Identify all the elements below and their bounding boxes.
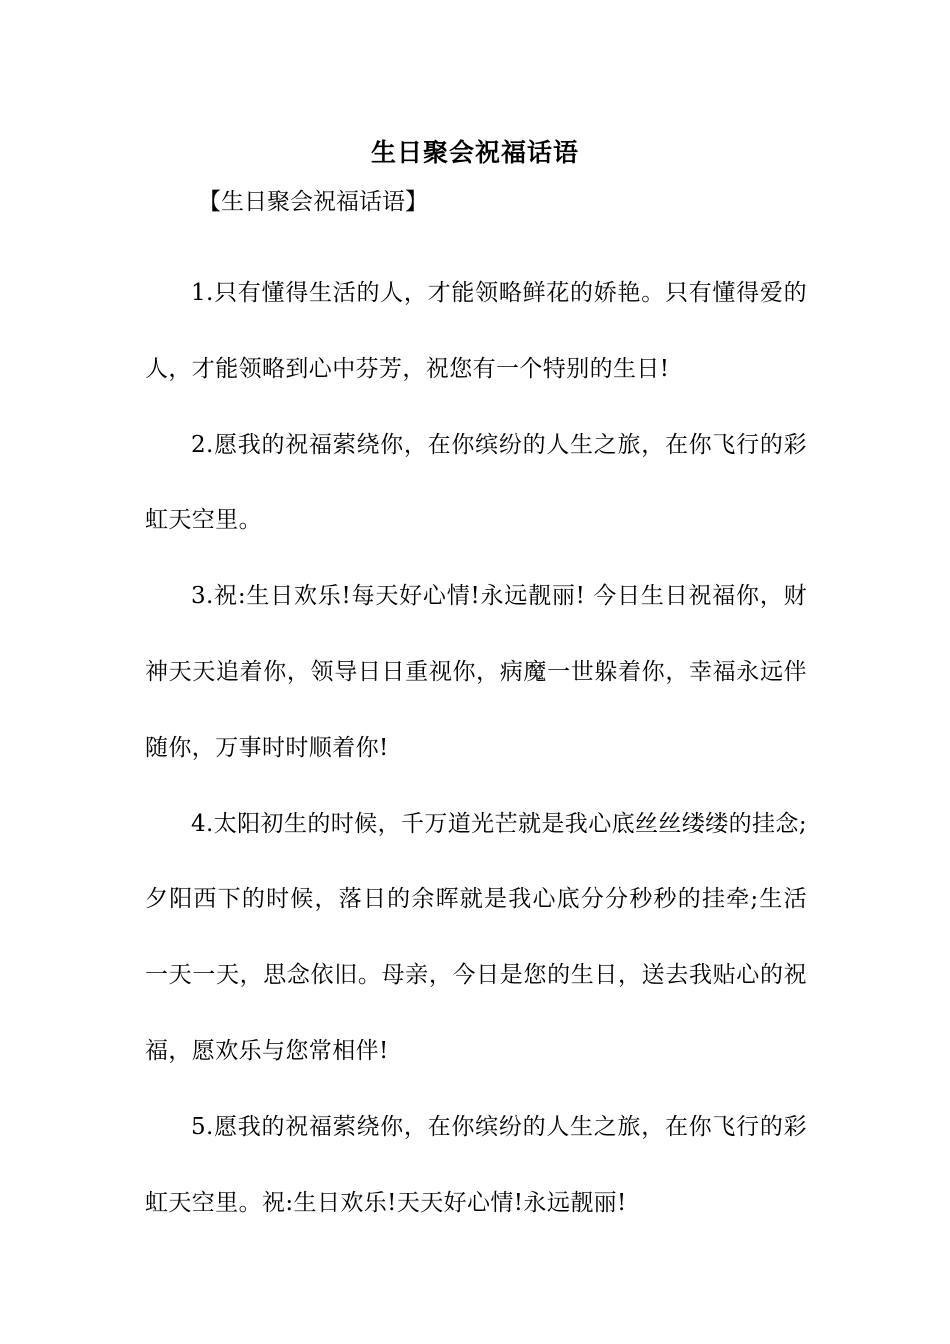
document-title: 生日聚会祝福话语 [370, 138, 579, 167]
paragraph-2: 2.愿我的祝福萦绕你，在你缤纷的人生之旅，在你飞行的彩虹天空里。 [145, 431, 807, 534]
paragraph-4: 4.太阳初生的时候，千万道光芒就是我心底丝丝缕缕的挂念;夕阳西下的时候，落日的余晖就是我心底分分秒秒的挂牵;生活一天一天，思念依旧。母亲，今日是您的生日，送去我贴心的祝福，愿欢乐与您常相伴! [145, 810, 807, 1064]
section-heading: 【生日聚会祝福话语】 [198, 189, 428, 215]
paragraph-3: 3.祝:生日欢乐!每天好心情!永远靓丽! 今日生日祝福你，财神天天追着你，领导日日重视你，病魔一世躲着你，幸福永远伴随你，万事时时顺着你! [145, 583, 807, 761]
paragraph-1: 1.只有懂得生活的人，才能领略鲜花的娇艳。只有懂得爱的人，才能领略到心中芬芳，祝您有一个特别的生日! [145, 280, 807, 382]
document-body [145, 256, 807, 1241]
paragraph-5: 5.愿我的祝福萦绕你，在你缤纷的人生之旅，在你飞行的彩虹天空里。祝:生日欢乐!天天好心情!永远靓丽! [145, 1113, 807, 1216]
